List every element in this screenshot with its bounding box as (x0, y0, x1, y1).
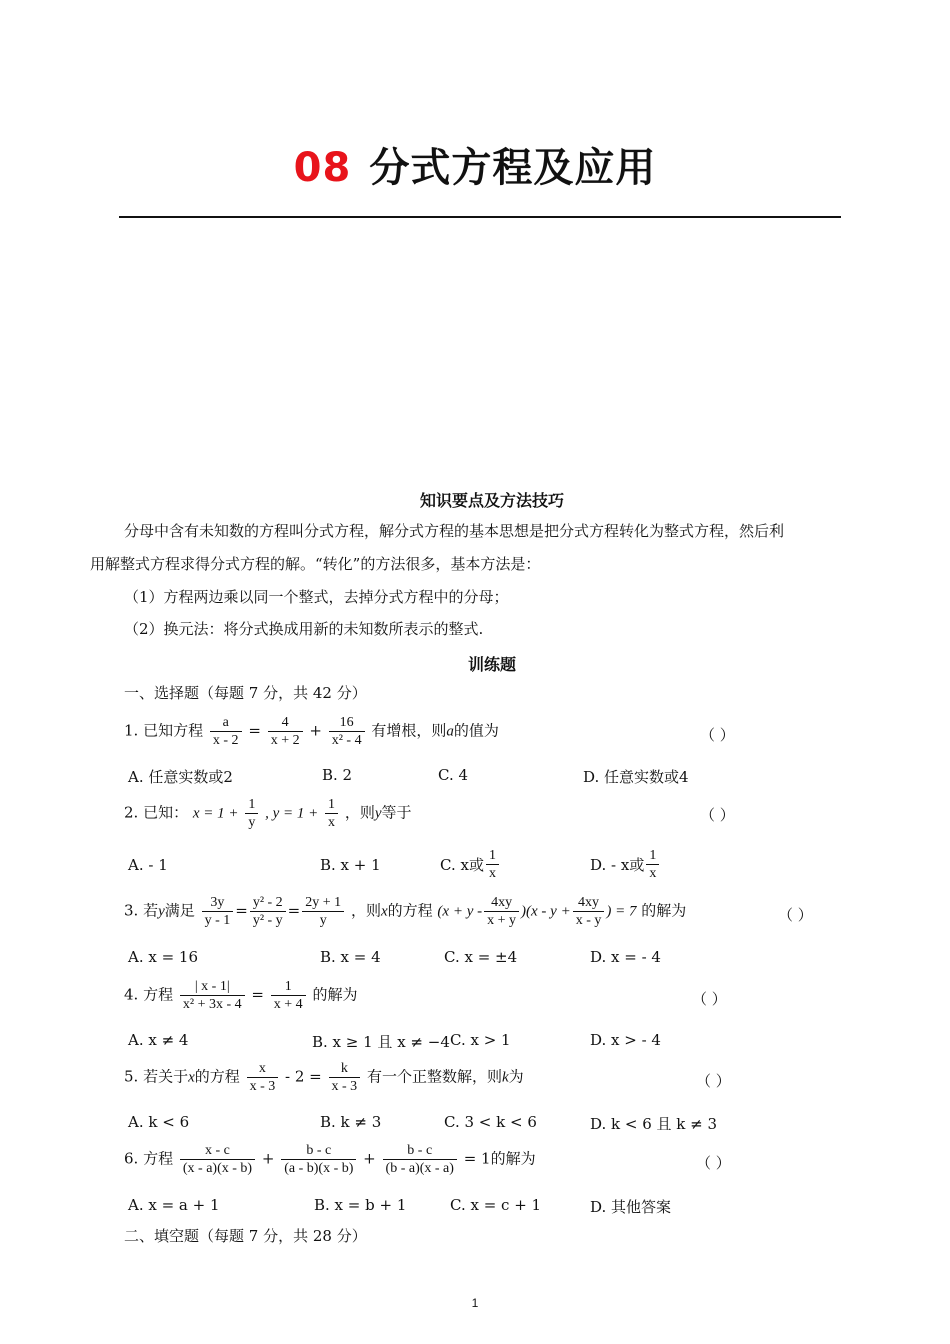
fraction: $\frac{3y}{y - 1}$ (202, 894, 234, 929)
fraction: $\frac{a}{x - 2}$ (210, 714, 242, 749)
knowledge-method-2: （2）换元法：将分式换成用新的未知数所表示的整式. (124, 620, 484, 638)
fraction: $\frac{| x - 1|}{\text{x² + 3x - 4}}$ (180, 978, 245, 1013)
fraction: $\frac{b - c}{(a - b)(x - b)}$ (281, 1142, 356, 1177)
question-6: 6. 方程 $\frac{x - c}{(x - a)(x - b)}$ + $\frac{b - c}{(a - b)(x - b)}$ + $\frac{b - c}{(b - a)(x - a)}$ = 1的解为 (124, 1143, 536, 1176)
fraction: $\frac{1}{y}$ (245, 796, 258, 831)
option-c: C. x或 $\frac{1}{x}$ (440, 847, 501, 882)
option-a: A. x = 16 (128, 948, 199, 966)
question-5: 5. 若关于x的方程 $\frac{x}{x - 3}$ - 2 = $\frac{k}{x - 3}$ 有一个正整数解，则k为 (124, 1061, 524, 1094)
fraction: $\frac{x - c}{(x - a)(x - b)}$ (180, 1142, 255, 1177)
option-b: B. k ≠ 3 (320, 1113, 382, 1131)
option-b: B. x + 1 (320, 856, 381, 874)
option-d: D. - x或 $\frac{1}{x}$ (590, 847, 661, 882)
answer-blank: （ ） (700, 726, 735, 744)
option-d: D. k < 6 且 k ≠ 3 (590, 1115, 718, 1133)
page-number: 1 (471, 1296, 479, 1310)
fraction: $\frac{b - c}{(b - a)(x - a)}$ (383, 1142, 457, 1177)
fraction: $\frac{4}{x + 2}$ (268, 714, 303, 749)
option-b: B. x = 4 (320, 948, 381, 966)
option-a: A. x = a + 1 (128, 1196, 220, 1214)
option-a: A. 任意实数或2 (128, 768, 233, 786)
option-b: B. x = b + 1 (314, 1196, 407, 1214)
knowledge-paragraph-line2: 用解整式方程求得分式方程的解。“转化”的方法很多，基本方法是： (90, 555, 541, 573)
question-4: 4. 方程 $\frac{| x - 1|}{\text{x² + 3x - 4}}$ = $\frac{1}{x + 4}$ 的解为 (124, 979, 358, 1012)
option-c: C. x = c + 1 (450, 1196, 542, 1214)
section-fill-heading: 二、填空题（每题 7 分，共 28 分） (124, 1227, 367, 1245)
knowledge-method-1: （1）方程两边乘以同一个整式，去掉分式方程中的分母； (124, 588, 509, 606)
page-title (0, 136, 950, 193)
question-2: 2. 已知： x = 1 + $\frac{1}{y}$ , y = 1 + $\frac{1}{x}$ ，则y等于 (124, 797, 412, 830)
knowledge-heading: 知识要点及方法技巧 (419, 491, 564, 510)
fraction: $\frac{1}{x + 4}$ (271, 978, 306, 1013)
fraction: $\frac{x}{x - 3}$ (247, 1060, 279, 1095)
answer-blank: （ ） (778, 906, 813, 924)
option-d: D. x > - 4 (590, 1031, 661, 1049)
answer-blank: （ ） (692, 990, 727, 1008)
question-1: 1. 已知方程 $\frac{a}{x - 2}$ = $\frac{4}{x + 2}$ + $\frac{16}{\text{x² - 4}}$ 有增根，则a的值为 (124, 715, 499, 748)
option-a: A. - 1 (128, 856, 168, 874)
option-b: B. 2 (322, 766, 353, 784)
fraction: $\frac{k}{x - 3}$ (329, 1060, 361, 1095)
fraction: $\frac{1}{x}$ (325, 796, 338, 831)
option-c: C. 3 < k < 6 (444, 1113, 537, 1131)
fraction: $\frac{16}{\text{x² - 4}}$ (329, 714, 365, 749)
fraction: $\frac{4xy}{x - y}$ (573, 894, 605, 929)
answer-blank: （ ） (696, 1154, 731, 1172)
chapter-number: 08 (293, 145, 352, 191)
training-heading: 训练题 (467, 655, 516, 674)
option-d: D. x = - 4 (590, 948, 661, 966)
fraction: $\frac{4xy}{x + y}$ (484, 894, 519, 929)
option-c: C. x > 1 (450, 1031, 511, 1049)
option-a: A. x ≠ 4 (128, 1031, 189, 1049)
option-d: D. 其他答案 (590, 1198, 672, 1216)
option-c: C. x = ±4 (444, 948, 518, 966)
option-d: D. 任意实数或4 (583, 768, 689, 786)
question-3: 3. 若y满足 $\frac{3y}{y - 1}$ = $\frac{\text{y² - 2}}{\text{y² - y}}$ = $\frac{2y + 1}{y}$ ，则x的方程 (x + y - $\frac{4xy}{x + y}$ )(x - y + $\frac{4xy}{x - y}$ ) = 7 的解为 (124, 895, 687, 928)
title-divider (119, 216, 841, 218)
option-c: C. 4 (438, 766, 469, 784)
section-choice-heading: 一、选择题（每题 7 分，共 42 分） (124, 684, 367, 702)
knowledge-paragraph-line1: 分母中含有未知数的方程叫分式方程，解分式方程的基本思想是把分式方程转化为整式方程，然后利 (124, 522, 785, 540)
fraction: $\frac{2y + 1}{y}$ (302, 894, 344, 929)
answer-blank: （ ） (700, 806, 735, 824)
answer-blank: （ ） (696, 1072, 731, 1090)
fraction: $\frac{\text{y² - 2}}{\text{y² - y}}$ (250, 894, 286, 929)
option-b: B. x ≥ 1 且 x ≠ −4 (312, 1033, 450, 1051)
option-a: A. k < 6 (128, 1113, 190, 1131)
chapter-title: 分式方程及应用 (369, 145, 657, 191)
